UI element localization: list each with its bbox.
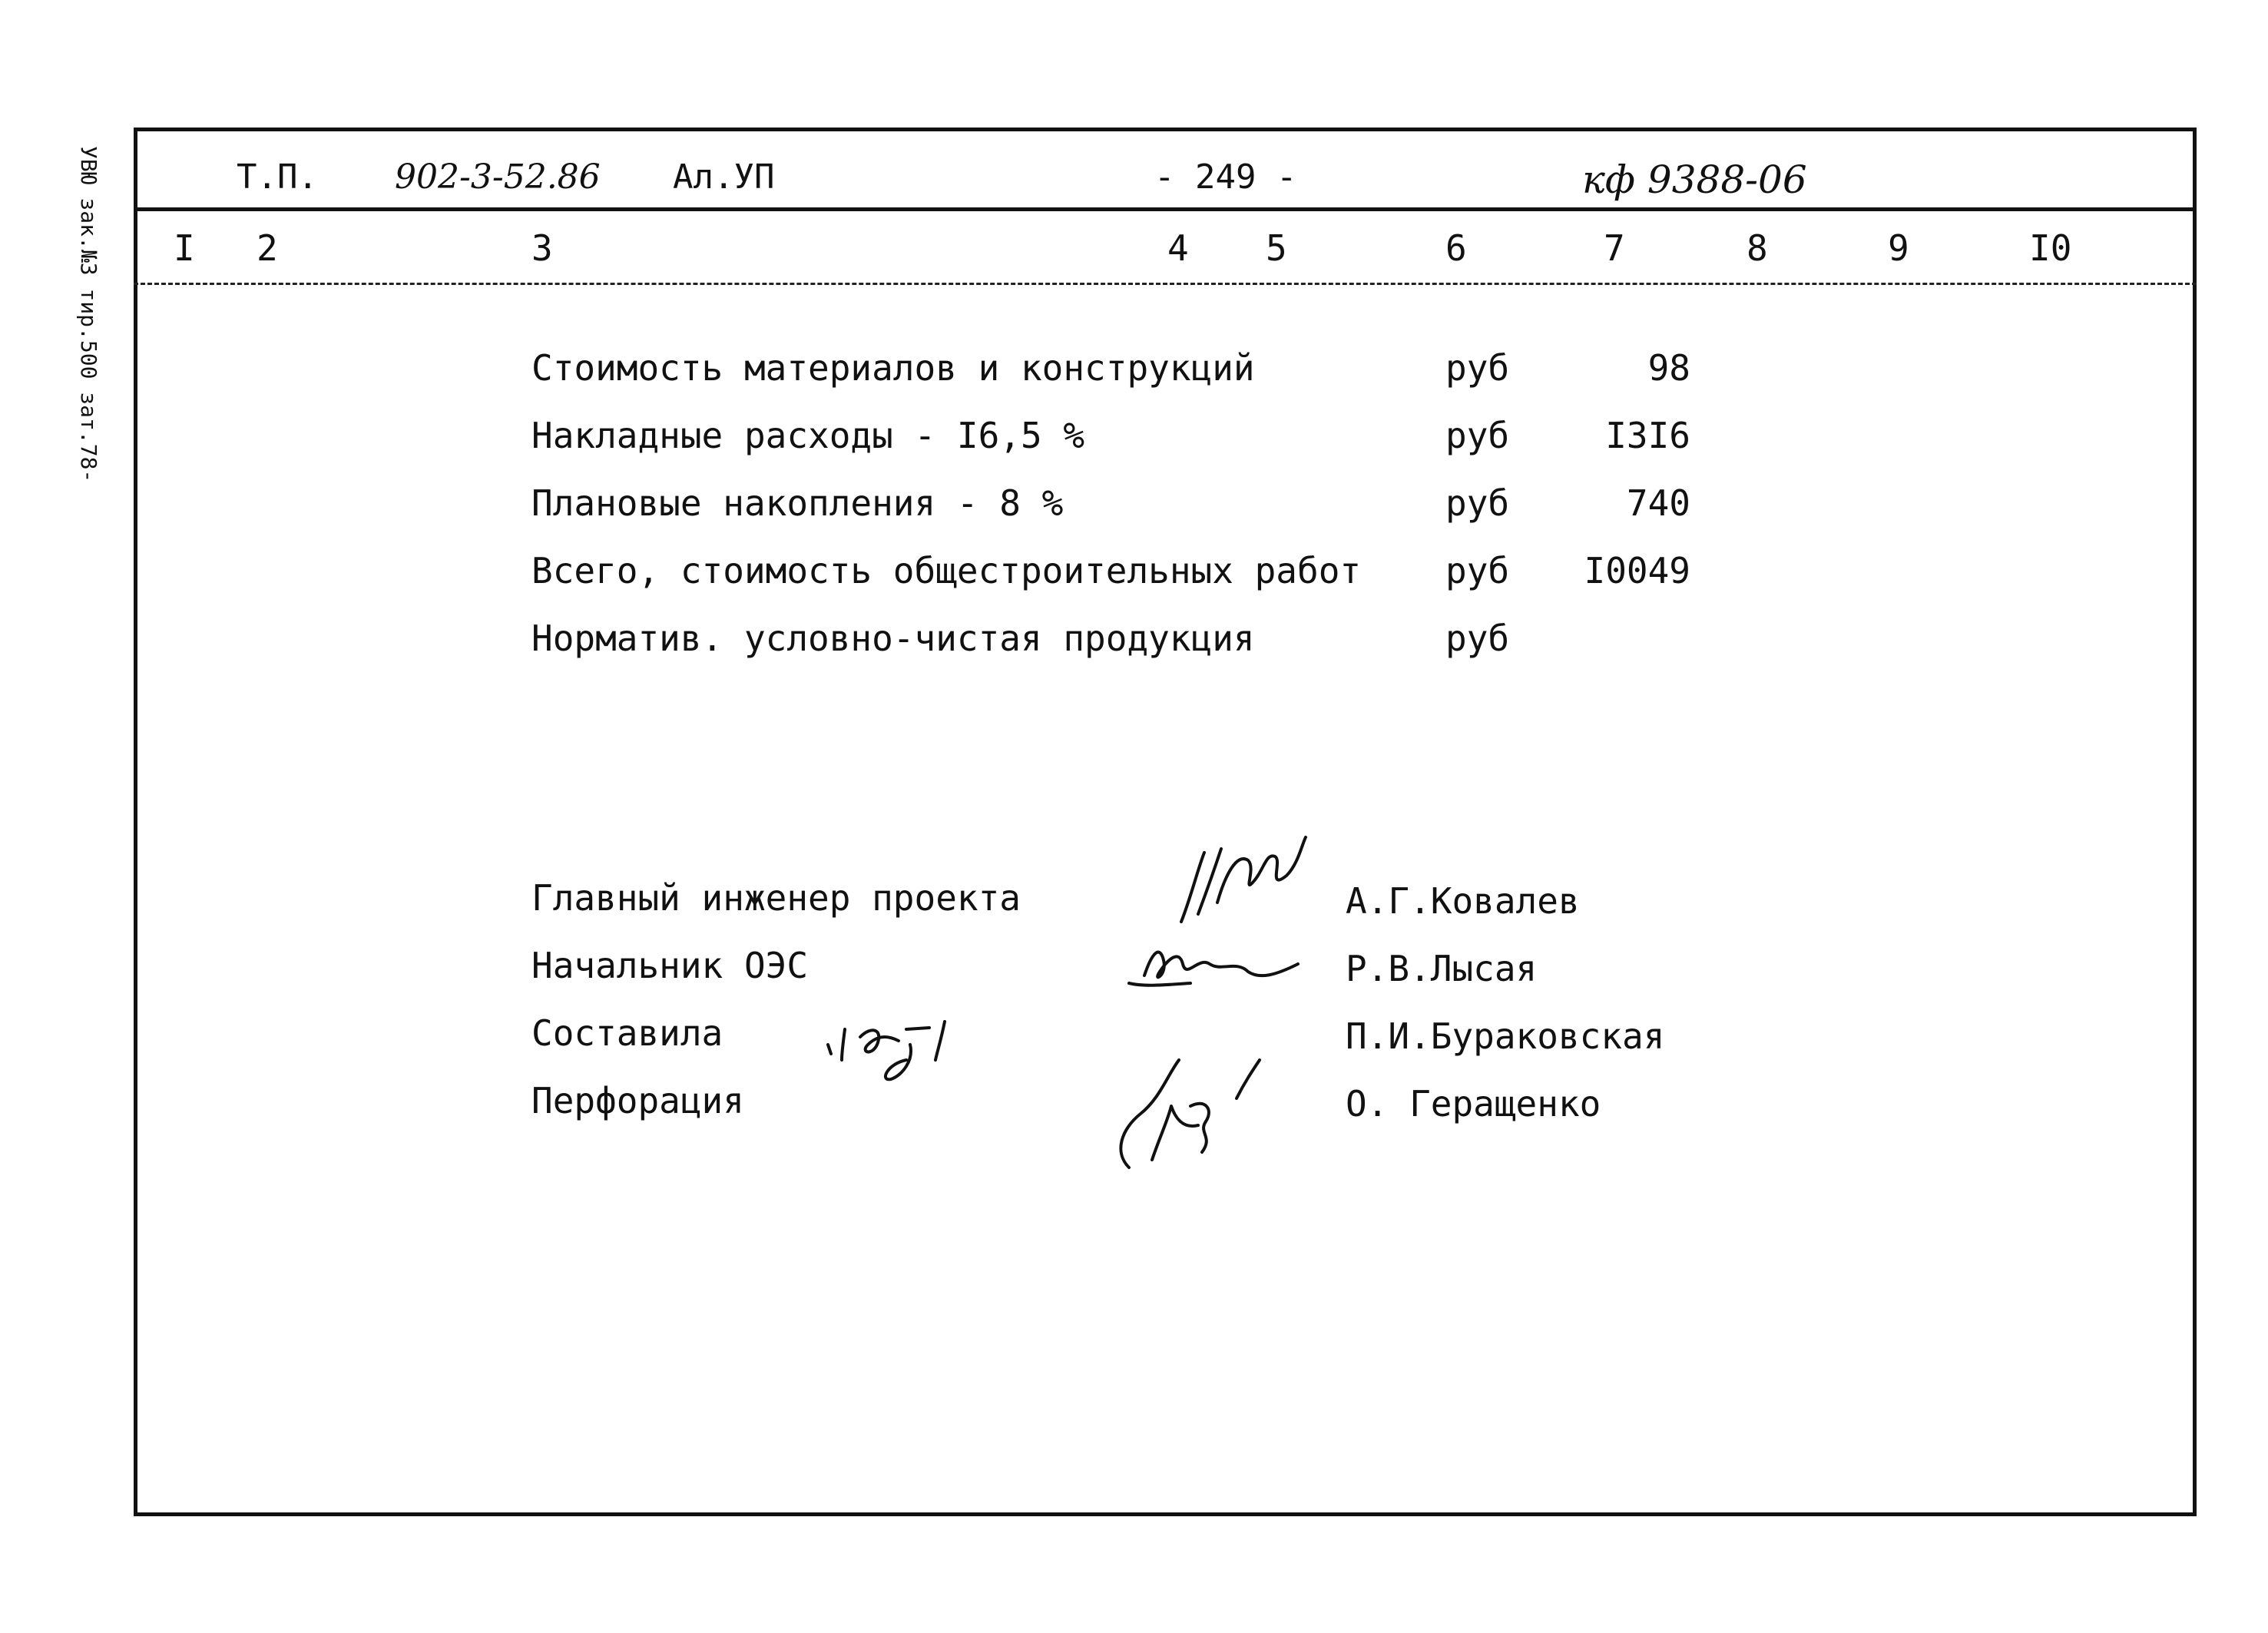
row-unit: руб	[1445, 347, 1510, 389]
signature-oes-head	[1121, 929, 1306, 999]
album-label: Ал.УП	[673, 157, 775, 197]
row-label: Накладные расходы - I6,5 %	[531, 415, 1085, 456]
tp-label: Т.П.	[237, 157, 318, 197]
column-number: 7	[1604, 227, 1625, 269]
signatory-role: Перфорация	[531, 1080, 744, 1121]
column-number: 6	[1445, 227, 1467, 269]
column-number: 4	[1167, 227, 1189, 269]
row-value: 98	[1647, 347, 1690, 389]
signature-perforation	[1106, 1045, 1283, 1175]
signatory-name: Р.В.Лысая	[1346, 948, 1538, 989]
header-rule	[134, 207, 2197, 211]
row-value: I0049	[1584, 550, 1690, 591]
row-value: 740	[1626, 482, 1690, 524]
column-number: I	[174, 227, 195, 269]
signature-compiler	[814, 999, 983, 1091]
project-code: 902-3-52.86	[395, 157, 601, 197]
signatory-role: Составила	[531, 1012, 723, 1054]
row-unit: руб	[1445, 550, 1510, 591]
column-number: I0	[2029, 227, 2072, 269]
document-code: кф 9388-06	[1582, 157, 1807, 202]
column-header-rule	[134, 283, 2197, 285]
signatory-name: П.И.Бураковская	[1346, 1015, 1665, 1057]
row-value: I3I6	[1605, 415, 1690, 456]
column-number: 5	[1266, 227, 1287, 269]
row-unit: руб	[1445, 618, 1510, 659]
signatory-role: Главный инженер проекта	[531, 877, 1021, 919]
row-label: Плановые накопления - 8 %	[531, 482, 1064, 524]
page-number: - 249 -	[1154, 157, 1297, 197]
column-number: 2	[257, 227, 278, 269]
column-number: 3	[531, 227, 553, 269]
signatory-name: А.Г.Ковалев	[1346, 880, 1580, 922]
row-unit: руб	[1445, 482, 1510, 524]
row-label: Стоимость материалов и конструкций	[531, 347, 1255, 389]
signature-chief-engineer	[1175, 830, 1313, 929]
row-unit: руб	[1445, 415, 1510, 456]
column-number: 8	[1747, 227, 1768, 269]
page-frame	[134, 128, 2197, 1516]
side-stamp: УВЮ зак.№3 тир.500 зат.78-	[76, 146, 101, 483]
column-number: 9	[1888, 227, 1909, 269]
row-label: Норматив. условно-чистая продукция	[531, 618, 1255, 659]
signatory-role: Начальник ОЭС	[531, 945, 809, 986]
row-label: Всего, стоимость общестроительных работ	[531, 550, 1362, 591]
signatory-name: О. Геращенко	[1346, 1083, 1601, 1125]
